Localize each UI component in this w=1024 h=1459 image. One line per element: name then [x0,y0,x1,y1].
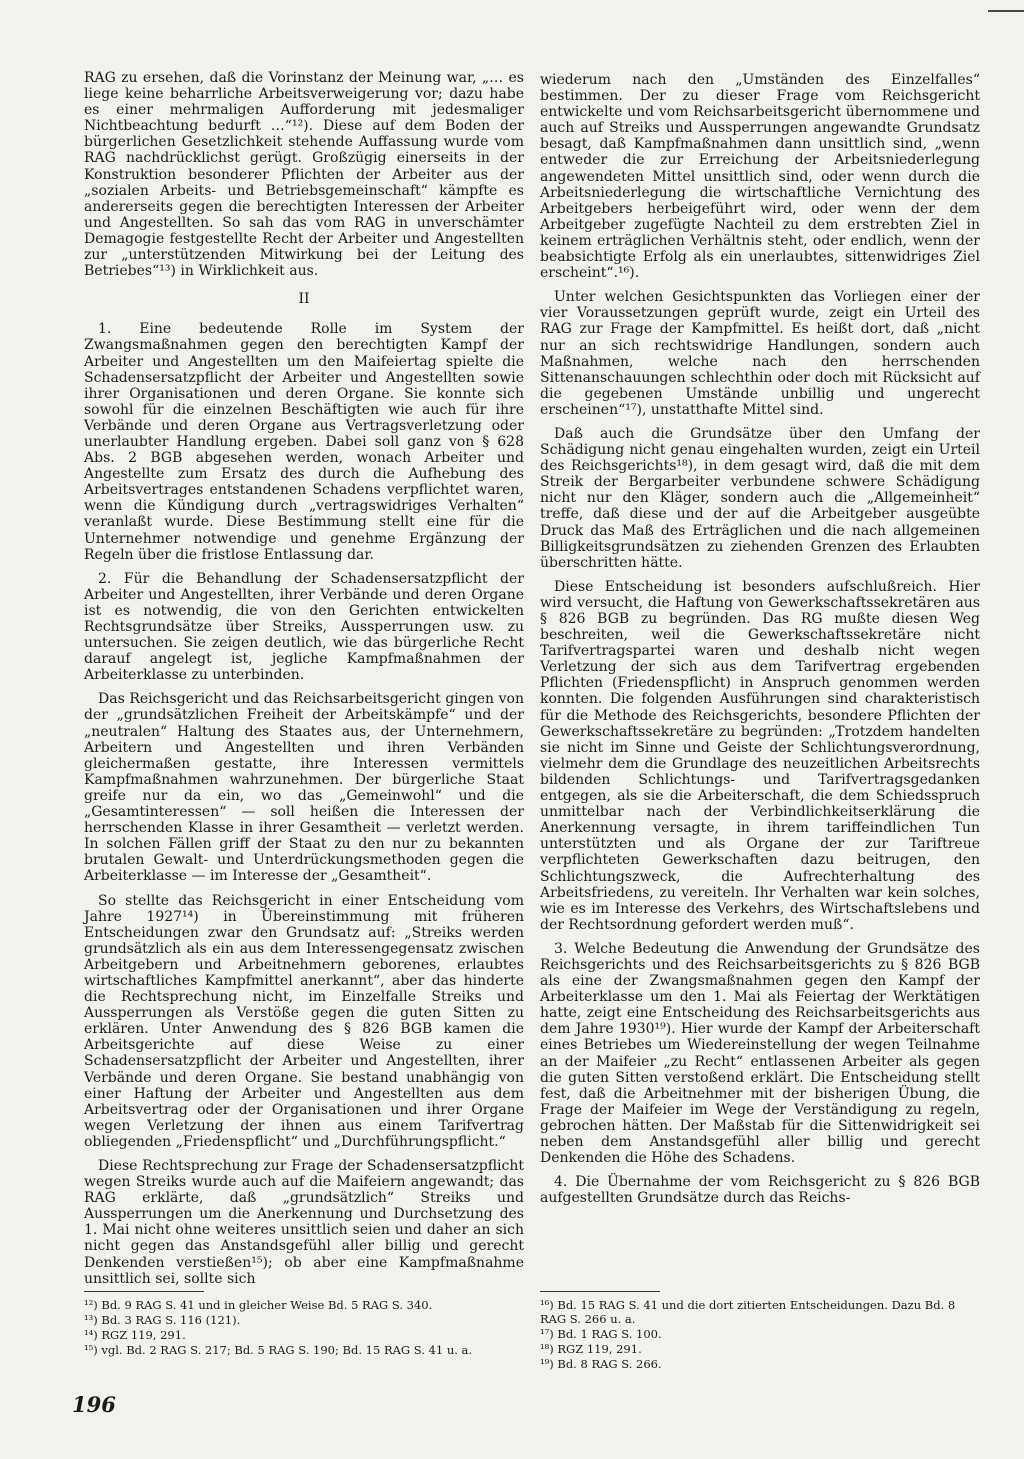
footnote: ¹⁹) Bd. 8 RAG S. 266. [540,1357,662,1371]
right-column [540,72,980,1214]
footnotes-right [540,1298,980,1372]
paragraph: 3. Welche Bedeutung die Anwendung der Grundsätze des Reichsgerichts und des Reichsarbeitsgerichts zu § 826 BGB als eine der Zwangsmaßnahmen gegen den Kampf der Arbeiterklasse um den 1. Mai als Feiertag der Werktätigen hatte, zeigt eine Entscheidung des Reichsarbeitsgerichts aus dem Jahre 1930¹⁹). Hier wurde der Kampf der Arbeiterschaft eines Betriebes um Wiedereinstellung der wegen Teilnahme an der Maifeier „zu Recht“ entlassenen Arbeiter als gegen die guten Sitten verstoßend erklärt. Die Entscheidung stellt fest, daß die Arbeitnehmer mit der bisherigen Übung, die Frage der Maifeier im Wege der Verständigung zu regeln, gebrochen hätten. Der Maßstab für die Sittenwidrigkeit sei neben dem Anstandsgefühl aller billig und gerecht Denkenden die Höhe des Schadens. [540,940,980,1167]
scan-edge-mark [988,10,1024,12]
paragraph: Unter welchen Gesichtspunkten das Vorliegen einer der vier Voraussetzungen geprüft wurde, zeigt ein Urteil des RAG zur Frage der Kampfmittel. Es heißt dort, daß „nicht nur an sich rechtswidrige Handlungen, sondern auch Maßnahmen, welche nach den herrschenden Sittenanschauungen schlechthin oder doch mit Rücksicht auf die gegebenen Umstände unbillig und ungerecht erscheinen“¹⁷), unstatthafte Mittel sind. [540,289,980,418]
footnote: ¹²) Bd. 9 RAG S. 41 und in gleicher Weise Bd. 5 RAG S. 340. [84,1298,433,1312]
footnote: ¹⁵) vgl. Bd. 2 RAG S. 217; Bd. 5 RAG S. 190; Bd. 15 RAG S. 41 u. a. [84,1343,473,1357]
paragraph: Diese Rechtsprechung zur Frage der Schadensersatzpflicht wegen Streiks wurde auch auf die Maifeiern angewandt; das RAG erklärte, daß „grundsätzlich“ Streiks und Aussperrungen um die Anerkennung und Durchsetzung des 1. Mai nicht ohne weiteres unsittlich seien und daher an sich nicht gegen das Anstandsgefühl aller billig und gerecht Denkenden verstießen¹⁵); ob aber eine Kampfmaßnahme unsittlich sei, sollte sich [84,1158,524,1287]
paragraph: Daß auch die Grundsätze über den Umfang der Schädigung nicht genau eingehalten wurden, zeigt ein Urteil des Reichsgerichts¹⁸), in dem gesagt wird, daß die mit dem Streik der Bergarbeiter verbundene schwere Schädigung nicht nur den Kläger, sondern auch die „Allgemeinheit“ treffe, daß diese und der auf die Arbeitgeber ausgeübte Druck das Maß des Erträglichen und die nach allgemeinen Billigkeitsgrundsätzen zu ziehenden Grenzen des Erlaubten überschritten hätte. [540,425,980,571]
footnote: ¹⁶) Bd. 15 RAG S. 41 und die dort zitierten Entscheidungen. Dazu Bd. 8 RAG S. 266 u. a. [540,1298,956,1326]
page-number: 196 [72,1392,116,1417]
paragraph: RAG zu ersehen, daß die Vorinstanz der Meinung war, „… es liege keine beharrliche Arbeitsverweigerung vor; dazu habe es einer mehrmaligen Aufforderung mit jedesmaliger Nichtbeachtung bedurft …“¹²). Diese auf dem Boden der bürgerlichen Gesetzlichkeit stehende Auffassung wurde vom RAG nachdrücklichst gerügt. Großzügig einerseits in der Konstruktion besonderer Pflichten der Arbeiter aus der „sozialen Arbeits- und Betriebsgemeinschaft“ kämpfte es andererseits gegen die berechtigten Interessen der Arbeiter und Angestellten. So sah das vom RAG in unverschämter Demagogie festgestellte Recht der Arbeiter und Angestellten zur „unterstützenden Mitwirkung bei der Leitung des Betriebes“¹³) in Wirklichkeit aus. [84,70,524,280]
paragraph: wiederum nach den „Umständen des Einzelfalles“ bestimmen. Der zu dieser Frage vom Reichsgericht entwickelte und vom Reichsarbeitsgericht übernommene und auch auf Streiks und Aussperrungen angewandte Grundsatz besagt, daß Kampfmaßnahmen dann unsittlich sind, „wenn entweder die zur Erreichung der Arbeitsniederlegung angewendeten Mittel unsittlich sind, oder wenn durch die Arbeitsniederlegung die wirtschaftliche Vernichtung des Arbeitgebers herbeigeführt wird, oder wenn der dem Arbeitgeber zugefügte Nachteil zu dem erstrebten Ziel in keinem erträglichen Verhältnis steht, oder endlich, wenn der beabsichtigte Erfolg als ein unerlaubtes, sittenwidriges Ziel erscheint“.¹⁶). [540,72,980,282]
paragraph: So stellte das Reichsgericht in einer Entscheidung vom Jahre 1927¹⁴) in Übereinstimmung mit früheren Entscheidungen zwar den Grundsatz auf: „Streiks werden grundsätzlich als ein aus dem Interessengegensatz zwischen Arbeitgebern und Arbeitnehmern geborenes, erlaubtes wirtschaftliches Kampfmittel anerkannt“, aber das hinderte die Rechtsprechung nicht, im Einzelfalle Streiks und Aussperrungen als Verstöße gegen die guten Sitten zu erklären. Unter Anwendung des § 826 BGB kamen die Arbeitsgerichte auf diese Weise zu einer Schadensersatzpflicht der Arbeiter und Angestellten, ihrer Verbände und deren Organe. Sie bestand unabhängig von einer Haftung der Arbeiter und Angestellten aus dem Arbeitsvertrag oder der Organisationen und ihrer Organe wegen Verletzung der ihnen aus einem Tarifvertrag obliegenden „Friedenspflicht“ und „Durchführungspflicht.“ [84,892,524,1150]
footnote: ¹⁴) RGZ 119, 291. [84,1328,186,1342]
paragraph: 1. Eine bedeutende Rolle im System der Zwangsmaßnahmen gegen den berechtigten Kampf der Arbeiter und Angestellten um den Maifeiertag spielte die Schadensersatzpflicht der Arbeiter und Angestellten sowie ihrer Organisationen und deren Organe. Sie konnte sich sowohl für die einzelnen Beschäftigten wie auch für ihre Verbände und deren Organe aus Vertragsverletzung oder unerlaubter Handlung ergeben. Dabei soll ganz von § 628 Abs. 2 BGB abgesehen werden, wonach Arbeiter und Angestellte zum Ersatz des durch die Aufhebung des Arbeitsvertrages entstandenen Schadens verpflichtet waren, wenn die Kündigung durch „vertragswidriges Verhalten“ veranlaßt wurde. Diese Bestimmung stellt eine für die Unternehmer notwendige und genehme Ergänzung der Regeln über die fristlose Entlassung dar. [84,321,524,563]
footnote-divider [84,1291,204,1292]
footnote-divider [540,1291,660,1292]
footnotes-left [84,1298,524,1358]
section-heading: II [298,291,310,308]
paragraph: Das Reichsgericht und das Reichsarbeitsgericht gingen von der „grundsätzlichen Freiheit der Arbeitskämpfe“ und der „neutralen“ Haltung des Staates aus, der Unternehmern, Arbeitern und Angestellten und ihren Verbänden gleichermaßen gestatte, ihre Interessen vermittels Kampfmaßnahmen wahrzunehmen. Der bürgerliche Staat greife nur da ein, wo das „Gemeinwohl“ und die „Gesamtinteressen“ — soll heißen die Interessen der herrschenden Klasse in ihrer Gesamtheit — verletzt werden. In solchen Fällen griff der Staat zu den nur zu bekannten brutalen Gewalt- und Unterdrückungsmethoden gegen die Arbeiterklasse — im Interesse der „Gesamtheit“. [84,691,524,885]
paragraph: 4. Die Übernahme der vom Reichsgericht zu § 826 BGB aufgestellten Grundsätze durch das Reichs- [540,1174,980,1207]
left-column [84,70,524,1295]
footnote: ¹⁸) RGZ 119, 291. [540,1342,642,1356]
footnote: ¹³) Bd. 3 RAG S. 116 (121). [84,1313,241,1327]
paragraph: Diese Entscheidung ist besonders aufschlußreich. Hier wird versucht, die Haftung von Gewerkschaftssekretären aus § 826 BGB zu begründen. Das RG mußte diesen Weg beschreiten, weil die Gewerkschaftssekretäre nicht Tarifvertragspartei waren und deshalb nicht wegen Verletzung der sich aus dem Tarifvertrag ergebenden Pflichten (Friedenspflicht) in Anspruch genommen werden konnten. Die folgenden Ausführungen sind charakteristisch für die Methode des Reichsgerichts, besondere Pflichten der Gewerkschaftssekretäre zu begründen: „Trotzdem handelten sie nicht im Sinne und Geiste der Schlichtungsverordnung, vielmehr dem die Grundlage des neuzeitlichen Arbeitsrechts bildenden Schlichtungs- und Tarifvertragsgedanken entgegen, als sie die Arbeiterschaft, die dem Schiedsspruch unmittelbar nach der Verbindlichkeitserklärung die Anerkennung versagte, in ihrem tariffeindlichen Tun unterstützten und als Organe der zur Tariftreue verpflichteten Gewerkschaften dazu beitrugen, den Schlichtungszweck, die Aufrechterhaltung des Arbeitsfriedens, zu vereiteln. Ihr Verhalten war kein solches, wie es im Interesse des Verkehrs, des Wirtschaftslebens und der Rechtsordnung gefordert werden muß“. [540,578,980,933]
footnote: ¹⁷) Bd. 1 RAG S. 100. [540,1327,662,1341]
paragraph: 2. Für die Behandlung der Schadensersatzpflicht der Arbeiter und Angestellten, ihrer Verbände und deren Organe ist es notwendig, die von den Gerichten entwickelten Rechtsgrundsätze über Streiks, Aussperrungen usw. zu untersuchen. Sie zeigen deutlich, wie das bürgerliche Recht darauf angelegt ist, jegliche Kampfmaßnahmen der Arbeiterklasse zu unterbinden. [84,570,524,684]
